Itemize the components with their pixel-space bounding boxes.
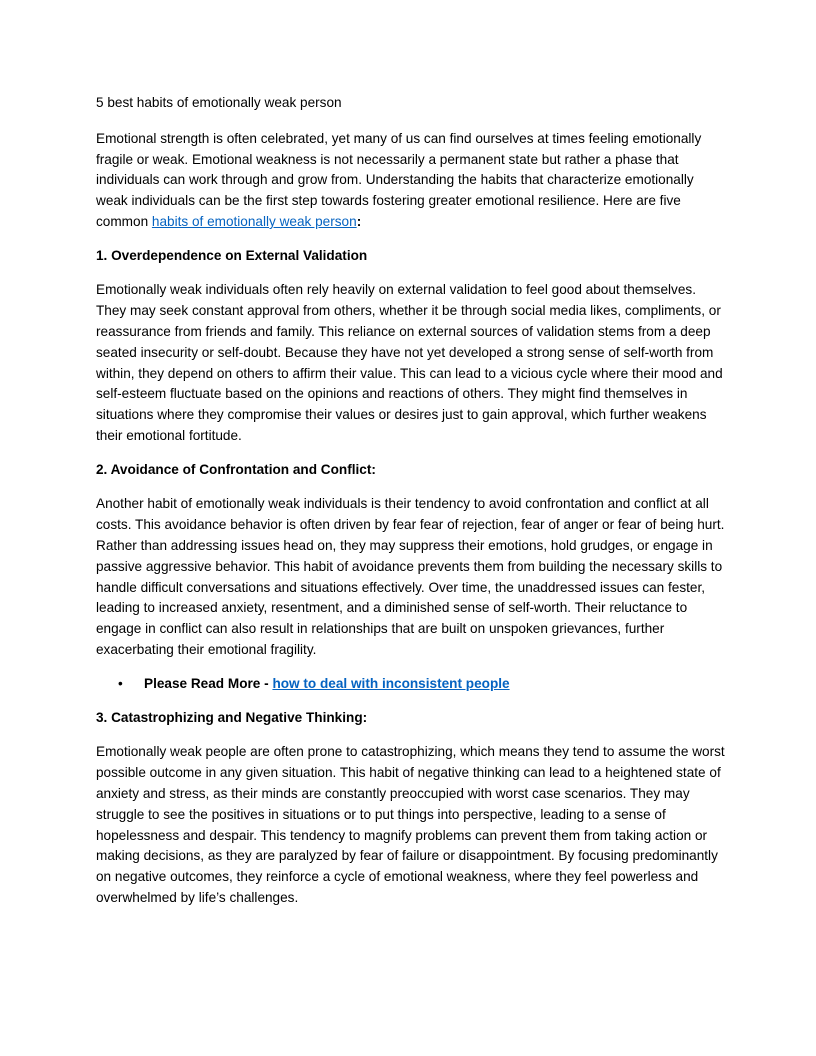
section-3-heading: 3. Catastrophizing and Negative Thinking: — [96, 710, 368, 726]
section-2-body: Another habit of emotionally weak individuals is their tendency to avoid confrontation and conflict at all costs. This avoidance behavior is often driven by fear fear of rejection, fear of anger or fear of being hurt. Rather than addressing issues head on, they may suppress their emotions, hold grudges, or engage in passive aggressive behavior. This habit of avoidance prevents them from building the necessary skills to handle difficult conversations and situations effectively. Over time, the unaddressed issues can fester, leading to increased anxiety, resentment, and a diminished sense of self-worth. Their reluctance to engage in conflict can also result in relationships that are built on unspoken grievances, further exacerbating their emotional fragility. — [96, 496, 725, 657]
section-1-heading: 1. Overdependence on External Validation — [96, 248, 368, 264]
section-2-heading: 2. Avoidance of Confrontation and Conflict: — [96, 462, 376, 478]
section-1-body: Emotionally weak individuals often rely heavily on external validation to feel good about themselves. They may seek constant approval from others, whether it be through social media likes, compliments, or reassurance from friends and family. This reliance on external sources of validation stems from a deep seated insecurity or self-doubt. Because they have not yet developed a strong sense of self-worth from within, they depend on others to affirm their value. This can lead to a vicious cycle where their mood and self-esteem fluctuate based on the opinions and reactions of others. They might find themselves in situations where they compromise their values or desires just to gain approval, which further weakens their emotional fortitude. — [96, 282, 723, 443]
read-more-list — [96, 674, 728, 695]
document-content — [96, 93, 728, 922]
section-3-body: Emotionally weak people are often prone to catastrophizing, which means they tend to assume the worst possible outcome in any given situation. This habit of negative thinking can lead to a heightened state of anxiety and stress, as their minds are constantly preoccupied with worst case scenarios. They may struggle to see the positives in situations or to put things into perspective, leading to a sense of hopelessness and despair. This tendency to magnify problems can prevent them from taking action or making decisions, as they are paralyzed by fear of failure or disappointment. By focusing predominantly on negative outcomes, they reinforce a cycle of emotional weakness, where they feel powerless and overwhelmed by life’s challenges. — [96, 744, 725, 906]
read-more-link[interactable]: how to deal with inconsistent people — [272, 676, 510, 692]
intro-paragraph — [96, 129, 728, 233]
habits-link[interactable]: habits of emotionally weak person — [151, 213, 357, 229]
read-more-item — [96, 674, 728, 695]
intro-text: Emotional strength is often celebrated, yet many of us can find ourselves at times feeling emotionally fragile or weak. Emotional weakness is not necessarily a permanent state but rather a phase that individuals can work through and grow from. Understanding the habits that characterize emotionally weak individuals can be the first step towards fostering greater emotional resilience. Here are five common — [96, 130, 702, 229]
document-title: 5 best habits of emotionally weak person — [96, 95, 342, 110]
read-more-label: Please Read More - — [144, 676, 273, 692]
intro-suffix: : — [356, 213, 362, 229]
bullet-icon: • — [118, 676, 123, 692]
